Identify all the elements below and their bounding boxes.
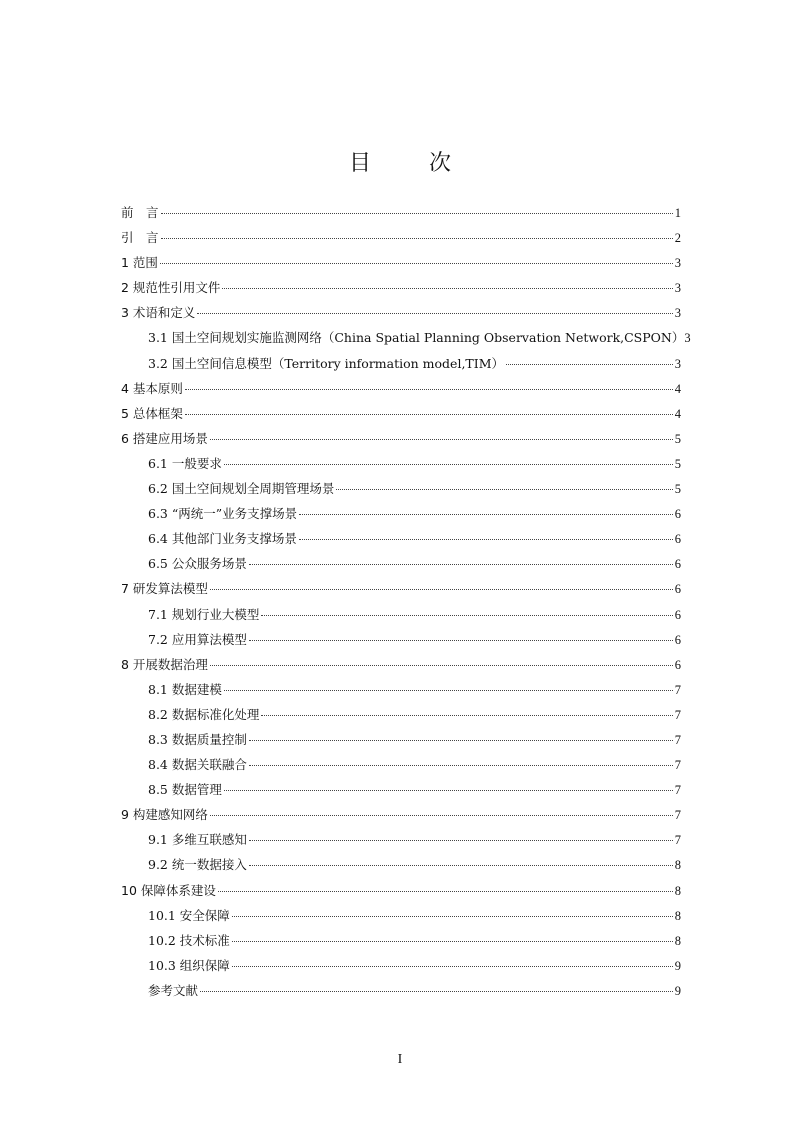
toc-entry-page: 7	[674, 758, 681, 773]
toc-entry-page: 8	[674, 883, 681, 898]
toc-entry[interactable]	[121, 529, 681, 554]
toc-entry-page: 7	[674, 707, 681, 722]
toc-leader-dots	[299, 502, 673, 516]
toc-entry-title: 3 术语和定义	[121, 305, 196, 321]
toc-entry[interactable]	[121, 881, 681, 906]
toc-leader-dots	[224, 677, 673, 691]
toc-entry[interactable]	[121, 755, 681, 780]
toc-entry-page: 1	[674, 206, 681, 220]
toc-entry[interactable]	[121, 253, 681, 278]
toc-entry-title: 10.2 技术标准	[148, 932, 230, 948]
toc-entry[interactable]	[121, 805, 681, 830]
toc-entry-page: 6	[674, 507, 681, 522]
toc-entry-title: 6.1 一般要求	[148, 455, 222, 471]
toc-entry-page: 8	[674, 858, 681, 873]
toc-entry[interactable]	[121, 429, 681, 454]
toc-entry-page: 3	[674, 356, 681, 371]
toc-entry[interactable]	[121, 855, 681, 880]
toc-entry-page: 7	[674, 833, 681, 848]
toc-entry-title: 8.1 数据建模	[148, 681, 222, 697]
toc-entry-page: 6	[674, 557, 681, 572]
toc-entry-title: 3.2 国土空间信息模型（Territory information model,TIM）	[148, 355, 505, 371]
toc-leader-dots	[232, 903, 673, 917]
toc-leader-dots	[210, 652, 673, 666]
toc-entry-page: 7	[674, 732, 681, 747]
toc-entry-title: 3.1 国土空间规划实施监测网络（China Spatial Planning Observation Network,CSPON）	[148, 330, 685, 346]
toc-leader-dots	[185, 401, 673, 415]
toc-entry[interactable]	[121, 303, 681, 328]
toc-entry-title: 9.1 多维互联感知	[148, 832, 247, 848]
toc-entry-title: 9 构建感知网络	[121, 807, 208, 823]
toc-entry-title: 8.2 数据标准化处理	[148, 706, 260, 722]
toc-entry[interactable]	[121, 354, 681, 379]
toc-leader-dots	[160, 251, 673, 265]
page-title: 目 次	[348, 151, 469, 176]
toc-entry-page: 7	[674, 682, 681, 697]
toc-leader-dots	[200, 978, 673, 992]
toc-leader-dots	[336, 477, 672, 491]
toc-entry[interactable]	[121, 931, 681, 956]
toc-leader-dots	[161, 226, 673, 240]
toc-leader-dots	[224, 451, 673, 465]
toc-entry-title: 2 规范性引用文件	[121, 280, 221, 296]
toc-entry[interactable]	[121, 379, 681, 404]
toc-entry[interactable]	[121, 554, 681, 579]
toc-entry[interactable]	[121, 278, 681, 303]
toc-entry[interactable]	[121, 404, 681, 429]
toc-leader-dots	[218, 878, 673, 892]
toc-entry-page: 6	[674, 582, 681, 597]
toc-entry[interactable]	[121, 981, 681, 1006]
toc-leader-dots	[249, 828, 673, 842]
toc-entry[interactable]	[121, 680, 681, 705]
toc-leader-dots	[210, 803, 673, 817]
toc-entry-page: 7	[674, 783, 681, 798]
toc-entry[interactable]	[121, 630, 681, 655]
toc-entry-title: 4 基本原则	[121, 380, 183, 396]
toc-leader-dots	[222, 276, 672, 290]
toc-entry-title: 5 总体框架	[121, 405, 183, 421]
toc-entry[interactable]	[121, 906, 681, 931]
toc-entry-title: 8 开展数据治理	[121, 656, 208, 672]
toc-entry-page: 5	[674, 456, 681, 471]
toc-entry[interactable]	[121, 228, 681, 253]
toc-leader-dots	[161, 201, 673, 215]
toc-entry[interactable]	[121, 956, 681, 981]
toc-leader-dots	[506, 351, 673, 365]
toc-entry-page: 5	[674, 431, 681, 446]
toc-entry[interactable]	[121, 705, 681, 730]
toc-leader-dots	[249, 853, 673, 867]
toc-entry-title: 6.4 其他部门业务支撑场景	[148, 531, 297, 547]
toc-entry-title: 7.2 应用算法模型	[148, 631, 247, 647]
toc-entry-title: 10.3 组织保障	[148, 957, 230, 973]
toc-leader-dots	[197, 301, 672, 315]
toc-leader-dots	[249, 753, 673, 767]
toc-entry-page: 6	[674, 657, 681, 672]
toc-leader-dots	[210, 426, 673, 440]
toc-entry-title: 10.1 安全保障	[148, 907, 230, 923]
toc-entry[interactable]	[121, 579, 681, 604]
toc-entry-page: 9	[674, 958, 681, 973]
toc-entry-title: 6.3 “两统一”业务支撑场景	[148, 506, 298, 522]
toc-entry-page: 7	[674, 808, 681, 823]
toc-entry-page: 3	[684, 331, 691, 346]
toc-leader-dots	[232, 953, 673, 967]
toc-leader-dots	[261, 602, 672, 616]
toc-entry-title: 7 研发算法模型	[121, 581, 208, 597]
toc-entry[interactable]	[121, 504, 681, 529]
table-of-contents	[121, 203, 691, 1006]
toc-entry-title: 1 范围	[121, 255, 158, 271]
toc-entry-page: 5	[674, 482, 681, 497]
toc-entry-page: 4	[674, 381, 681, 396]
toc-entry[interactable]	[121, 730, 681, 755]
toc-entry-title: 引 言	[121, 230, 159, 246]
toc-entry-page: 3	[674, 281, 681, 296]
page-number: I	[397, 1052, 403, 1067]
toc-entry-title: 7.1 规划行业大模型	[148, 606, 260, 622]
toc-entry-title: 10 保障体系建设	[121, 882, 216, 898]
toc-entry-page: 2	[674, 231, 681, 246]
toc-entry-page: 3	[674, 256, 681, 271]
toc-entry-title: 8.5 数据管理	[148, 782, 222, 798]
toc-entry[interactable]	[121, 328, 691, 353]
toc-entry-page: 6	[674, 632, 681, 647]
toc-entry[interactable]	[121, 479, 681, 504]
toc-entry-page: 8	[674, 908, 681, 923]
toc-entry[interactable]	[121, 605, 681, 630]
toc-entry-page: 3	[674, 306, 681, 321]
toc-leader-dots	[249, 627, 673, 641]
toc-leader-dots	[185, 376, 673, 390]
toc-entry-title: 6 搭建应用场景	[121, 430, 208, 446]
toc-leader-dots	[232, 928, 673, 942]
toc-entry-page: 6	[674, 607, 681, 622]
toc-leader-dots	[224, 778, 673, 792]
toc-entry-page: 6	[674, 532, 681, 547]
toc-leader-dots	[261, 702, 672, 716]
toc-entry-page: 8	[674, 933, 681, 948]
toc-entry-title: 8.3 数据质量控制	[148, 731, 247, 747]
toc-entry-page: 4	[674, 406, 681, 421]
toc-entry[interactable]	[121, 780, 681, 805]
toc-entry[interactable]	[121, 454, 681, 479]
toc-leader-dots	[249, 552, 673, 566]
toc-entry-title: 6.2 国土空间规划全周期管理场景	[148, 481, 335, 497]
toc-leader-dots	[249, 727, 673, 741]
toc-leader-dots	[210, 577, 673, 591]
toc-entry[interactable]	[121, 830, 681, 855]
toc-entry-title: 前 言	[121, 205, 159, 220]
toc-entry-page: 9	[674, 983, 681, 998]
toc-entry-title: 参考文献	[148, 982, 199, 998]
toc-entry-title: 6.5 公众服务场景	[148, 556, 247, 572]
toc-entry[interactable]	[121, 203, 681, 228]
toc-entry[interactable]	[121, 655, 681, 680]
toc-leader-dots	[299, 527, 673, 541]
toc-entry-title: 8.4 数据关联融合	[148, 757, 247, 773]
toc-entry-title: 9.2 统一数据接入	[148, 857, 247, 873]
